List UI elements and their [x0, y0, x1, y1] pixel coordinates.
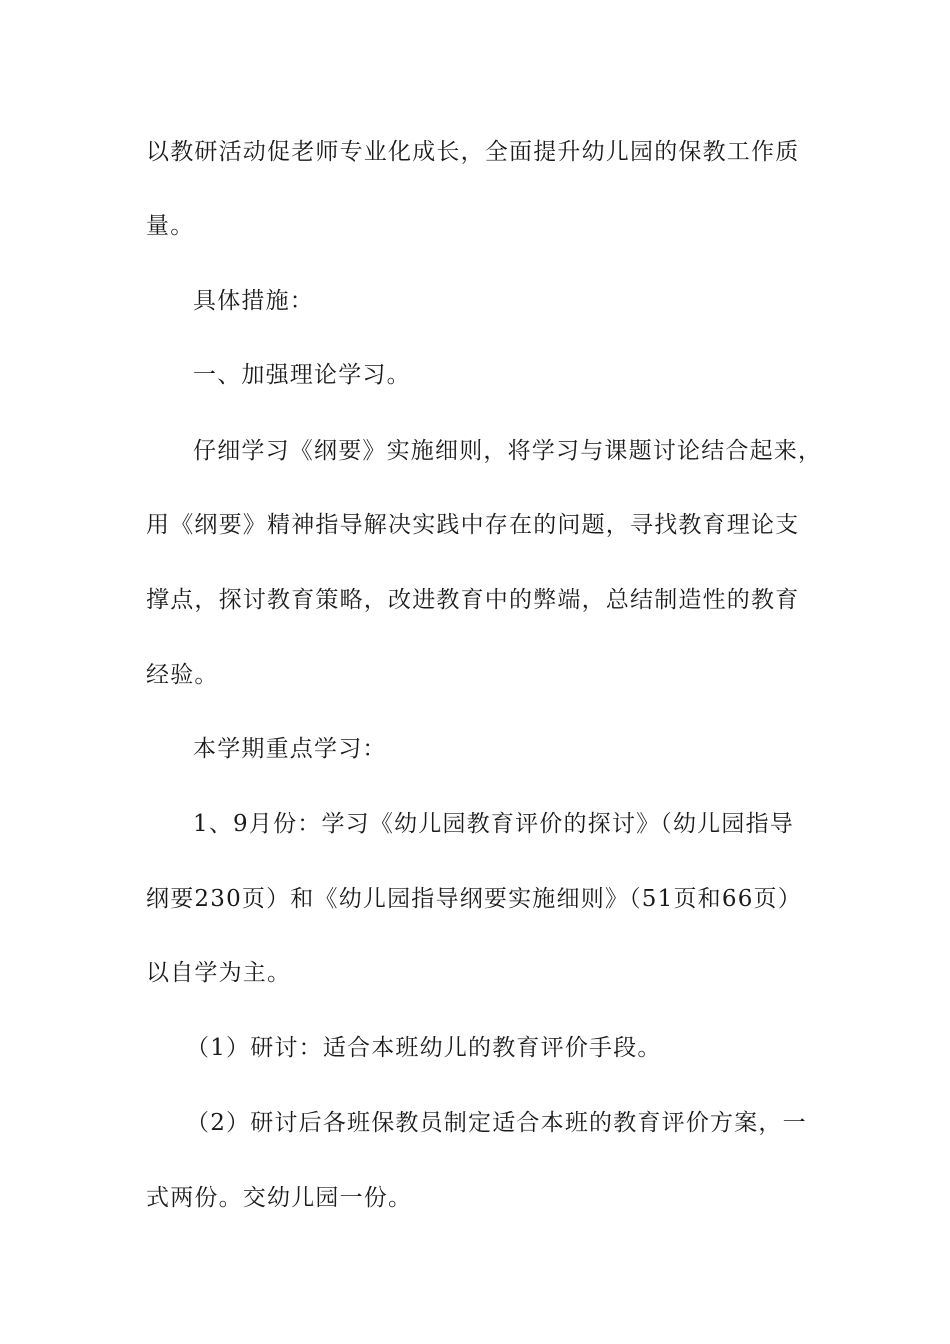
section-heading-theory: 一、加强理论学习。 — [193, 362, 411, 388]
sub-item-2-line-2: 式两份。交幼儿园一份。 — [146, 1185, 413, 1211]
sub-item-1: （1）研讨：适合本班幼儿的教育评价手段。 — [186, 1035, 662, 1061]
text-line-1: 以教研活动促老师专业化成长，全面提升幼儿园的保教工作质 — [146, 139, 800, 165]
text-line-7: 撑点，探讨教育策略，改进教育中的弊端，总结制造性的教育 — [146, 587, 800, 613]
text-line-6: 用《纲要》精神指导解决实践中存在的问题，寻找教育理论支 — [146, 512, 800, 538]
text-line-5: 仔细学习《纲要》实施细则，将学习与课题讨论结合起来， — [193, 438, 823, 464]
list-item-1-line-3: 以自学为主。 — [146, 960, 292, 986]
text-line-2: 量。 — [146, 213, 195, 239]
list-item-1-line-2: 纲要230页）和《幼儿园指导纲要实施细则》（51页和66页） — [146, 886, 802, 912]
section-heading-measures: 具体措施： — [193, 288, 314, 314]
text-line-8: 经验。 — [146, 662, 219, 688]
sub-item-2-line-1: （2）研讨后各班保教员制定适合本班的教育评价方案，一 — [186, 1110, 807, 1136]
section-heading-focus: 本学期重点学习： — [193, 736, 387, 762]
list-item-1-line-1: 1、9月份：学习《幼儿园教育评价的探讨》（幼儿园指导 — [193, 811, 794, 837]
